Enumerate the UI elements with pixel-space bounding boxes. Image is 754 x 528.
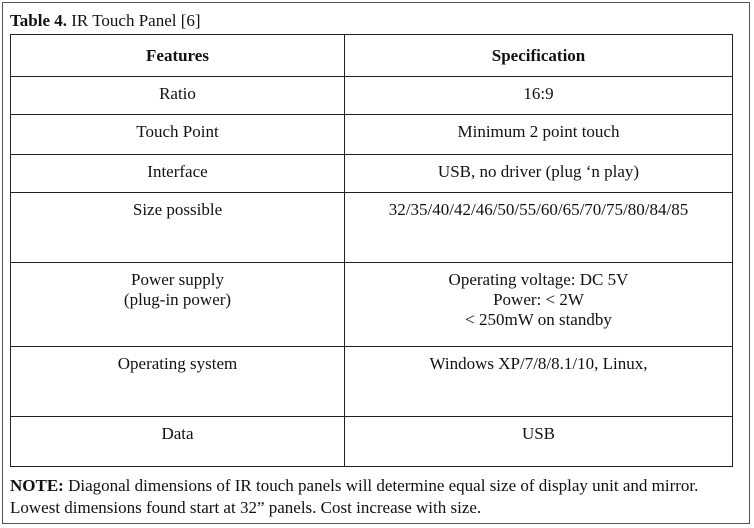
feature-cell — [11, 155, 345, 193]
spec-cell — [345, 263, 733, 347]
table-row — [11, 115, 733, 155]
table-header-row — [11, 35, 733, 77]
spec-cell — [345, 347, 733, 417]
note-label: NOTE: — [10, 476, 64, 495]
feature-cell — [11, 193, 345, 263]
table-row — [11, 263, 733, 347]
feature-text: Ratio — [159, 84, 196, 103]
feature-text: Size possible — [132, 200, 223, 219]
spec-text: Minimum 2 point touch — [457, 122, 620, 141]
feature-text: (plug-in power) — [123, 290, 232, 309]
feature-cell — [11, 263, 345, 347]
spec-text: < 250mW on standby — [465, 310, 612, 329]
spec-text: Operating voltage: DC 5V — [448, 270, 629, 289]
table-row — [11, 77, 733, 115]
spec-cell — [345, 417, 733, 467]
spec-cell — [345, 77, 733, 115]
header-specification: Specification — [345, 35, 733, 77]
spec-cell — [345, 155, 733, 193]
spec-text: USB — [521, 424, 556, 443]
spec-text: 32/35/40/42/46/50/55/60/65/70/75/80/84/85 — [388, 200, 689, 219]
feature-text: Data — [161, 424, 194, 443]
table-row — [11, 193, 733, 263]
feature-cell — [11, 77, 345, 115]
table-row — [11, 347, 733, 417]
feature-text: Touch Point — [136, 122, 219, 141]
spec-text: USB, no driver (plug ‘n play) — [437, 162, 640, 181]
table-row — [11, 417, 733, 467]
feature-text: Interface — [147, 162, 208, 181]
table-caption-title: IR Touch Panel [6] — [71, 11, 201, 30]
feature-cell — [11, 347, 345, 417]
feature-cell — [11, 115, 345, 155]
feature-text: Operating system — [117, 354, 238, 373]
note-text: Diagonal dimensions of IR touch panels will determine equal size of display unit and mirror. Lowest dimensions found start at 32” panels. Cost increase with size. — [10, 476, 699, 517]
feature-cell — [11, 417, 345, 467]
spec-text: Windows XP/7/8/8.1/10, Linux, — [429, 354, 648, 373]
table-caption — [10, 11, 201, 31]
table-note — [10, 475, 738, 519]
spec-text: Power: < 2W — [493, 290, 584, 309]
spec-table — [10, 34, 733, 467]
spec-cell — [345, 193, 733, 263]
spec-text: 16:9 — [523, 84, 554, 103]
spec-cell — [345, 115, 733, 155]
feature-text: Power supply — [130, 270, 225, 289]
table-caption-label: Table 4. — [10, 11, 68, 30]
header-features: Features — [11, 35, 345, 77]
table-row — [11, 155, 733, 193]
